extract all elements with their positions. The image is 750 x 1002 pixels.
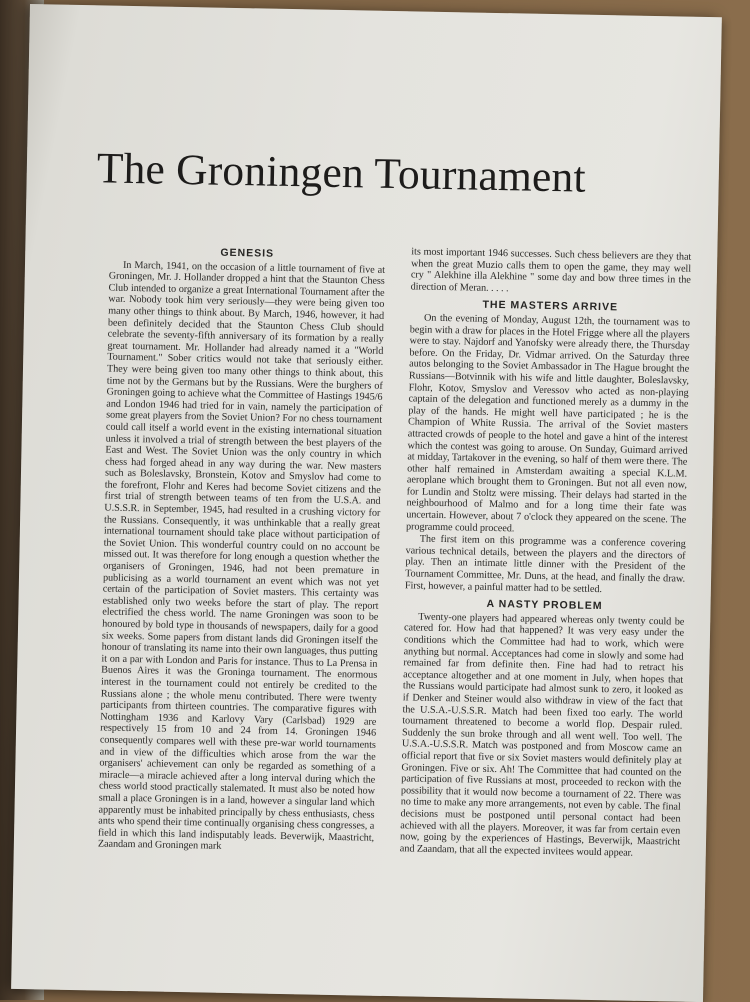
masters-paragraph-2: The first item on this programme was a conference covering various technical details, between the players and the directors of play. Then an intimate little dinner with the President of the Tournament Committee, Mr. Duns, at the head, and finally the draw. First, however, a painful matter had to be settled.	[404, 533, 686, 595]
section-heading-genesis: GENESIS	[220, 246, 275, 260]
genesis-paragraph: In March, 1941, on the occasion of a little tournament of five at Groningen, Mr. J. Hollander dropped a hint that the Staunton Chess Club intended to organize a great International Tournament after the war. Nobody took him very seriously—they were being given too many other things to think about. By March, 1946, however, it had been definitely decided that the Staunton Chess Club should celebrate the seventy-fifth anniversary of its formation by a really great tournament. Mr. Hollander had already named it a "World Tournament." Sober critics would not take that seriously either. They were being given too many other things to think about, this time not by the Germans but by the Russians. Were the burghers of Groningen going to achieve what the Committee of Hastings 1945/6 and London 1946 had tried for in vain, namely the participation of some great players from the Soviet Union? For no chess tournament could call itself a world event in the existing international situation unless it involved a trial of strength between the best players of the East and West. The Soviet Union was the only country in which chess had forged ahead in any way during the war. New masters such as Boleslavsky, Bronstein, Kotov and Smyslov had come to the forefront, Flohr and Keres had become Soviet citizens and the first trial of strength between teams of ten from the U.S.A. and U.S.S.R. in September, 1945, had resulted in a crushing victory for the Russians. Consequently, it was unthinkable that a really great international tournament should take place without participation of the Soviet Union. This wonderful country could on no account be missed out. It was therefore for long enough a question whether the organisers of Groningen, 1946, had not been premature in publicising as a world tournament an event which was not yet certain of the participation of Soviet masters. This certainty was established only two weeks before the start of play. The report electrified the chess world. The name Groningen was soon to be honoured by bold type in thousands of newspapers, daily for a good six weeks. Some papers from distant lands did Groningen itself the honour of translating its name into their own languages, thus putting it on a par with London and Paris for instance. Thus to La Prensa in Buenos Aires it was the Groninga tournament. The enormous interest in the tournament could not entirely be credited to the Russians alone ; the whole menu contributed. There were twenty participants from thirteen countries. The comparative figures with Nottingham 1936 and Karlovy Vary (Carlsbad) 1929 are respectively 15 from 10 and 24 from 14. Groningen 1946 consequently compares well with these pre-war world tournaments and in view of the difficulties which arose from the war the organisers' achievement can only be regarded as something of a miracle—a miracle achieved after a long interval during which the chess world stood practically stalemated. It must also be noted how small a place Groningen is in a land, however a singular land which apparently must be inhabited principally by chess enthusiasts, chess ants who spend their time continually organising chess congresses, a field in which this land indisputably leads. Beverwijk, Maastricht, Zaandam and Groningen mark	[97, 259, 386, 853]
book-page	[11, 4, 722, 1002]
section-heading-masters-arrive: THE MASTERS ARRIVE	[482, 299, 619, 314]
left-column	[98, 246, 386, 856]
right-column	[400, 246, 692, 860]
problem-paragraph: Twenty-one players had appeared whereas only twenty could be catered for. How had that happened? It was very easy under the conditions which the Committee had had to work, which were anything but normal. Acceptances had come in slowly and some had remained far from definite then. Fine had had to retract his acceptance altogether and at one moment in July, when hopes that the Russians would participate had almost sunk to zero, it looked as if Denker and Steiner would also withdraw in view of the fact that the U.S.A.-U.S.S.R. Match had been fixed too early. The world tournament threatened to become a world flop. Despair ruled. Suddenly the sun broke through and all went well. Too well. The U.S.A.-U.S.S.R. Match was postponed and from Moscow came an official report that five or six Soviet masters would definitely play at Groningen. Five or six. Ah! The Committee that had counted on the participation of five Russians at most, proceeded to reckon with the possibility that it would now become a tournament of 22. There was no time to make any more arrangements, not even by cable. The final decisions must be postponed until personal contact had been achieved with all the players. Moreover, it was far from certain even now, going by the experiences of Hastings, Beverwijk, Maastricht and Zaandam, that all the expected invitees would appear.	[399, 611, 685, 859]
genesis-paragraph-continued: its most important 1946 successes. Such chess believers are they that when the great Muzio calls them to open the game, they may well cry " Alekhine illa Alekhine " some day and bow three times in the direction of Meran. . . . .	[410, 246, 692, 295]
masters-paragraph-1: On the evening of Monday, August 12th, the tournament was to begin with a draw for places in the Hotel Frigge where all the players were to stay. Najdorf and Yanofsky were already there, the Thursday before. On the Friday, Dr. Vidmar arrived. On the Saturday three autos belonging to the Soviet Ambassador in The Hague brought the Russians—Botvinnik with his wife and little daughter, Boleslavsky, Flohr, Kotov, Smyslov and Veressov who acted as non-playing captain of the delegation and functioned merely as a dummy in the play of the hands. He might well have participated ; he is the Champion of White Russia. The arrival of the Soviet masters attracted crowds of people to the hotel and gave a hint of the interest which the contest was going to arouse. On Sunday, Guimard arrived at midday, Tartakover in the evening, so half of them were there. The other half remained in Amsterdam awaiting a special K.L.M. aeroplane which brought them to Groningen. But not all even now, for Lundin and Stoltz were missing. Their delays had started in the neighbourhood of Malmo and for a long time their fate was uncertain. However, about 7 o'clock they appeared on the scene. The programme could proceed.	[405, 312, 691, 535]
article-title: The Groningen Tournament	[96, 144, 587, 202]
section-heading-nasty-problem: A NASTY PROBLEM	[486, 598, 603, 613]
